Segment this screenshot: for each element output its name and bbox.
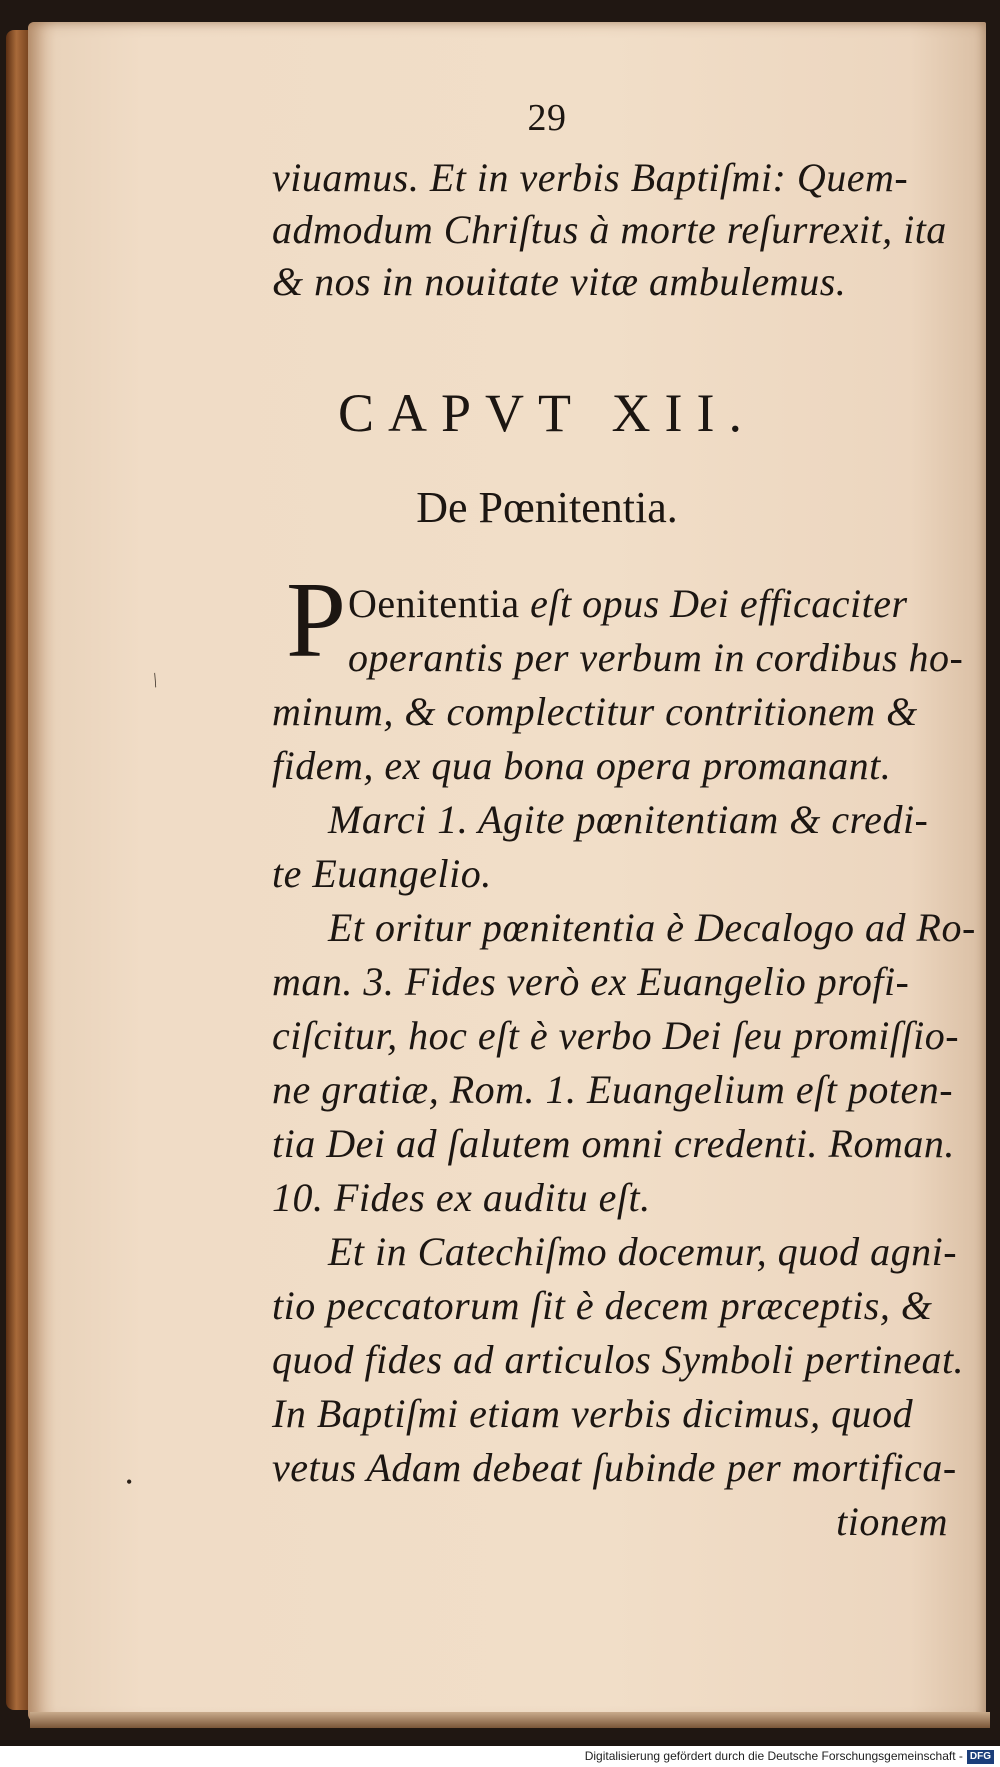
text-line: ne gratiæ, Rom. 1. Euangelium eſt poten- [272,1067,954,1112]
ink-mark: ⁄ [147,671,163,689]
page-text [28,22,986,1722]
text-line: viuamus. Et in verbis Baptiſmi: Quem- [272,155,909,200]
text-line: 10. Fides ex auditu eſt. [272,1175,651,1220]
digitization-footer [0,1746,1000,1767]
text-line: admodum Chriſtus à morte reſurrexit, ita [272,207,947,252]
page-bottom-edge [30,1712,990,1728]
text-line: fidem, ex qua bona opera promanant. [272,743,892,788]
text-line: man. 3. Fides verò ex Euangelio profi- [272,959,910,1004]
text-line: tio peccatorum ſit è decem præceptis, & [272,1283,933,1328]
text-line-first [348,580,908,627]
text-line: ciſcitur, hoc eſt è verbo Dei ſeu promiſſio- [272,1013,960,1058]
text-line: operantis per verbum in cordibus ho- [348,635,964,680]
page-number: 29 [527,97,567,139]
chapter-title: De Pœnitentia. [416,483,678,532]
catchword: tionem [836,1499,948,1544]
chapter-heading: CAPVT XII. [337,383,756,443]
text-line: quod fides ad articulos Symboli pertineat. [272,1337,965,1382]
text-line: vetus Adam debeat ſubinde per mortifica- [272,1445,957,1490]
text-line: minum, & complectitur contritionem & [272,689,918,734]
text-line: Marci 1. Agite pœnitentiam & credi- [328,797,929,842]
book-page [28,22,986,1722]
text-line: & nos in nouitate vitæ ambulemus. [272,259,847,304]
text-line: Et oritur pœnitentia è Decalogo ad Ro- [328,905,976,950]
text-line: In Baptiſmi etiam verbis dicimus, quod [272,1391,914,1436]
dfg-logo: DFG [967,1750,994,1764]
first-word: Oenitentia [348,581,520,626]
text-line: tia Dei ad ſalutem omni credenti. Roman. [272,1121,955,1166]
first-line-rest: eſt opus Dei efficaciter [530,581,908,626]
drop-cap: P [286,561,347,680]
text-line: te Euangelio. [272,851,492,896]
ink-mark: • [126,1472,133,1492]
text-line: Et in Catechiſmo docemur, quod agni- [328,1229,958,1274]
footer-credit: Digitalisierung gefördert durch die Deutsche Forschungsgemeinschaft - [584,1749,963,1763]
